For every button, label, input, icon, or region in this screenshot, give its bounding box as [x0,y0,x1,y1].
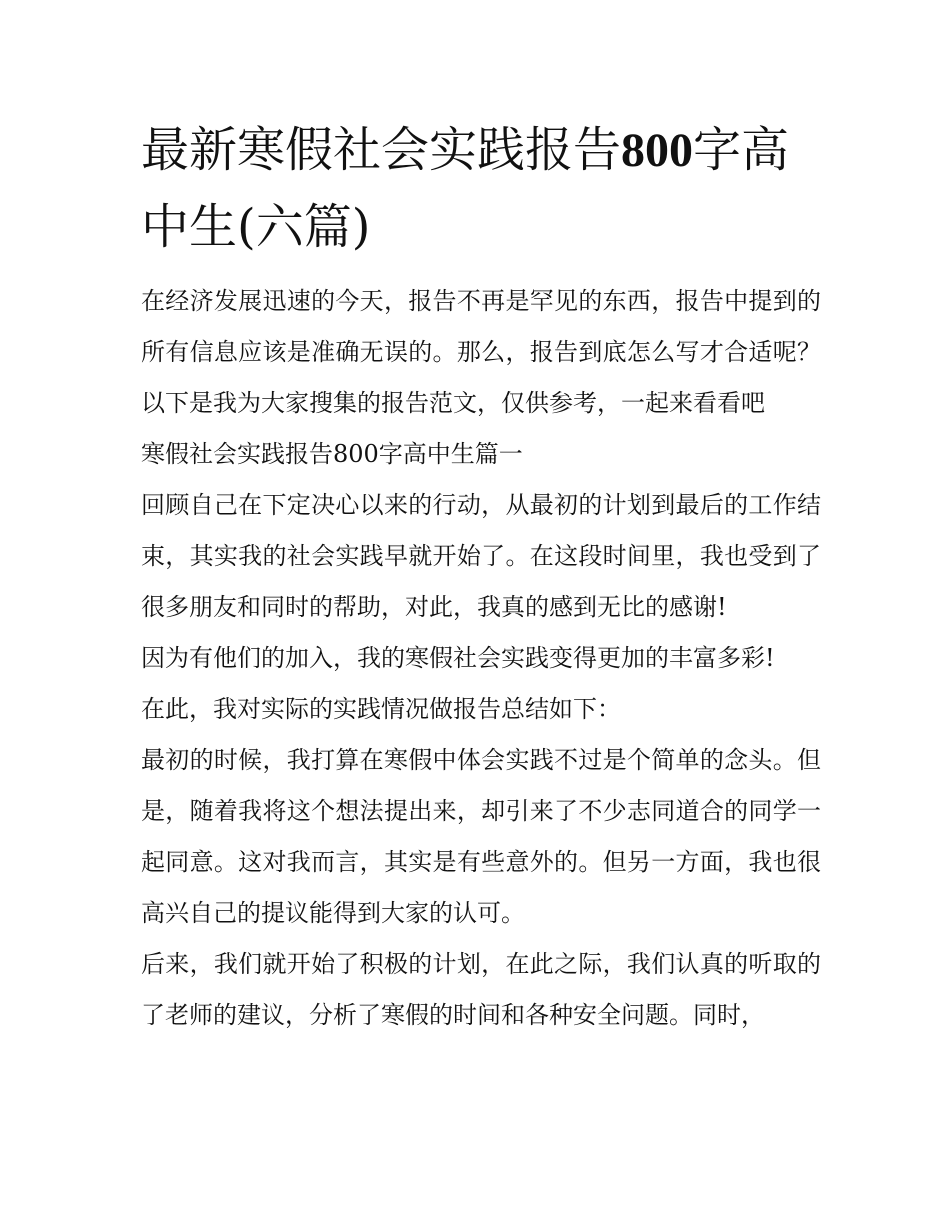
title-text-start: 最新寒假社会实践报告 [141,122,622,178]
title-number: 800 [621,124,694,177]
body-paragraph: 回顾自己在下定决心以来的行动，从最初的计划到最后的工作结束，其实我的社会实践早就开始了。在这段时间里，我也受到了很多朋友和同时的帮助，对此，我真的感到无比的感谢! [141,491,821,621]
body-paragraph: 最初的时候，我打算在寒假中体会实践不过是个简单的念头。但是，随着我将这个想法提出来，却引来了不少志同道合的同学一起同意。这对我而言，其实是有些意外的。但另一方面，我也很高兴自己的提议能得到大家的认可。 [141,746,821,927]
body-paragraph: 在此，我对实际的实践情况做报告总结如下： [141,695,621,723]
section-heading: 寒假社会实践报告800字高中生篇一 [141,440,523,468]
body-paragraph: 后来，我们就开始了积极的计划，在此之际，我们认真的听取的了老师的建议，分析了寒假的时间和各种安全问题。同时， [141,950,821,1029]
document-body [141,276,821,1041]
intro-paragraph: 在经济发展迅速的今天，报告不再是罕见的东西，报告中提到的所有信息应该是准确无误的。那么，报告到底怎么写才合适呢？以下是我为大家搜集的报告范文，仅供参考，一起来看看吧 [141,287,821,417]
body-paragraph: 因为有他们的加入，我的寒假社会实践变得更加的丰富多彩! [141,644,775,672]
title-text-end: 字高中生(六篇) [141,122,790,255]
document-title [141,112,821,265]
